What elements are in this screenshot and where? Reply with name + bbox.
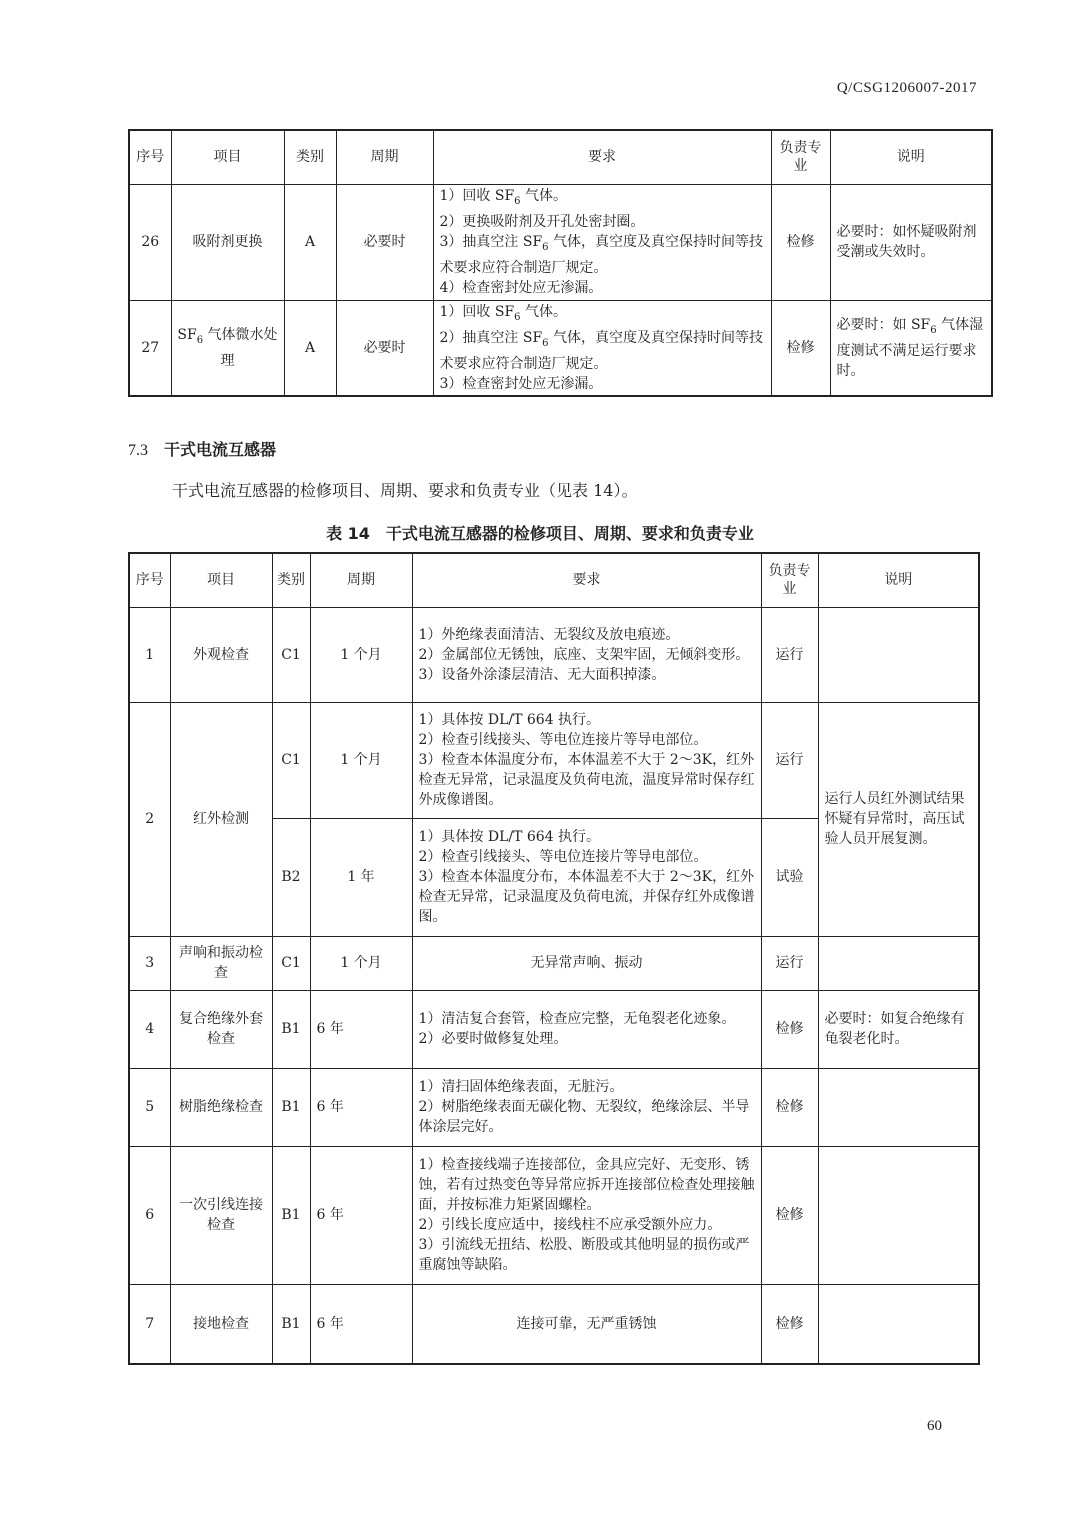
table-row (129, 1146, 979, 1284)
row-note (818, 607, 979, 702)
section-title: 干式电流互感器 (164, 440, 277, 459)
header-item: 项目 (170, 553, 272, 607)
row-item: 复合绝缘外套检查 (170, 990, 272, 1068)
document-id: Q/CSG1206007-2017 (836, 80, 977, 96)
row-no: 2 (129, 702, 170, 936)
row-no: 6 (129, 1146, 170, 1284)
row-cycle: 6 年 (310, 1146, 412, 1284)
header-item: 项目 (171, 130, 284, 184)
row-responsible: 运行 (761, 702, 818, 818)
requirement-line: 1）清洁复合套管，检查应完整，无龟裂老化迹象。 (418, 1011, 736, 1027)
row-note: 必要时：如复合绝缘有龟裂老化时。 (818, 990, 979, 1068)
row-requirement (412, 990, 761, 1068)
row-responsible: 检修 (761, 1146, 818, 1284)
row-note (818, 1146, 979, 1284)
section-number: 7.3 (128, 442, 148, 459)
row-item: 声响和振动检查 (170, 936, 272, 990)
table-row (129, 936, 979, 990)
row-category: B1 (272, 1284, 310, 1364)
header-no: 序号 (129, 130, 171, 184)
row-no: 26 (129, 184, 171, 300)
row-note: 运行人员红外测试结果怀疑有异常时，高压试验人员开展复测。 (818, 702, 979, 936)
requirement-line: 2）金属部位无锈蚀，底座、支架牢固，无倾斜变形。 (418, 646, 750, 663)
row-no: 7 (129, 1284, 170, 1364)
requirement-line: 2）引线长度应适中，接线柱不应承受额外应力。 (418, 1217, 722, 1233)
row-note (818, 1068, 979, 1146)
row-category: B1 (272, 1146, 310, 1284)
row-responsible: 检修 (771, 184, 830, 300)
row-cycle: 1 个月 (310, 607, 412, 702)
table-row (129, 1068, 979, 1146)
row-item: 外观检查 (170, 607, 272, 702)
header-responsible: 负责专业 (771, 130, 830, 184)
intro-paragraph: 干式电流互感器的检修项目、周期、要求和负责专业（见表 14）。 (172, 481, 638, 500)
row-responsible: 检修 (761, 1068, 818, 1146)
requirement-line: 3）检查密封处应无渗漏。 (439, 375, 603, 392)
row-cycle: 6 年 (310, 1068, 412, 1146)
requirement-line: 2）检查引线接头、等电位连接片等导电部位。 (418, 849, 708, 865)
row-no: 3 (129, 936, 170, 990)
row-category: B1 (272, 990, 310, 1068)
row-note: 必要时：如 $SF_6$ 气体湿度测试不满足运行要求时。 (830, 300, 992, 396)
requirement-line: 1）具体按 DL/T 664 执行。 (418, 712, 601, 728)
row-responsible: 试验 (761, 818, 818, 936)
header-cycle: 周期 (310, 553, 412, 607)
header-note: 说明 (830, 130, 992, 184)
table-caption: 表 14 干式电流互感器的检修项目、周期、要求和负责专业 (326, 524, 754, 543)
row-item: $SF_6$ 气体微水处理 (171, 300, 284, 396)
row-note (818, 936, 979, 990)
table-row (129, 300, 992, 396)
row-requirement (433, 184, 771, 300)
table-row (129, 702, 979, 818)
requirement-line: 4）检查密封处应无渗漏。 (439, 279, 603, 296)
table-row (129, 607, 979, 702)
row-requirement: 无异常声响、振动 (412, 936, 761, 990)
requirement-line: 2）更换吸附剂及开孔处密封圈。 (439, 214, 645, 230)
row-category: A (284, 300, 336, 396)
header-requirement: 要求 (433, 130, 771, 184)
table-row (129, 184, 992, 300)
row-item: 红外检测 (170, 702, 272, 936)
requirement-line: 1）回收 $SF_6$ 气体。 (439, 188, 567, 207)
header-note: 说明 (818, 553, 979, 607)
row-category: A (284, 184, 336, 300)
row-item: 树脂绝缘检查 (170, 1068, 272, 1146)
requirement-line: 1）具体按 DL/T 664 执行。 (418, 829, 601, 845)
row-category: C1 (272, 702, 310, 818)
row-responsible: 运行 (761, 607, 818, 702)
row-responsible: 检修 (771, 300, 830, 396)
table-row (129, 1284, 979, 1364)
section-heading (128, 437, 276, 460)
page-number: 60 (927, 1418, 942, 1434)
requirement-line: 3）检查本体温度分布，本体温差不大于 2～3K，红外检查无异常，记录温度及负荷电流，温度异常时保存红外成像谱图。 (418, 752, 755, 808)
requirement-line: 3）抽真空注 $SF_6$ 气体，真空度及真空保持时间等技术要求应符合制造厂规定。 (439, 234, 763, 276)
row-cycle: 必要时 (336, 300, 433, 396)
requirement-line: 3）检查本体温度分布，本体温差不大于 2～3K，红外检查无异常，记录温度及负荷电流，并保存红外成像谱图。 (418, 869, 755, 925)
requirement-line: 2）抽真空注 $SF_6$ 气体，真空度及真空保持时间等技术要求应符合制造厂规定。 (439, 329, 763, 372)
header-responsible: 负责专业 (761, 553, 818, 607)
row-requirement (412, 818, 761, 936)
maintenance-table-13 (128, 129, 993, 397)
requirement-line: 2）树脂绝缘表面无碳化物、无裂纹，绝缘涂层、半导体涂层完好。 (418, 1099, 750, 1135)
row-category: C1 (272, 936, 310, 990)
row-requirement (412, 1068, 761, 1146)
row-requirement (433, 300, 771, 396)
requirement-line: 1）回收 $SF_6$ 气体。 (439, 303, 567, 323)
row-cycle: 1 个月 (310, 936, 412, 990)
row-no: 27 (129, 300, 171, 396)
row-requirement (412, 1146, 761, 1284)
requirement-line: 1）清扫固体绝缘表面，无脏污。 (418, 1079, 624, 1095)
row-cycle: 6 年 (310, 1284, 412, 1364)
header-category: 类别 (272, 553, 310, 607)
row-category: B2 (272, 818, 310, 936)
row-note: 必要时：如怀疑吸附剂受潮或失效时。 (830, 184, 992, 300)
row-no: 1 (129, 607, 170, 702)
requirement-line: 2）检查引线接头、等电位连接片等导电部位。 (418, 732, 708, 748)
row-requirement (412, 607, 761, 702)
requirement-line: 1）外绝缘表面清洁、无裂纹及放电痕迹。 (418, 626, 680, 643)
requirement-line: 3）引流线无扭结、松股、断股或其他明显的损伤或严重腐蚀等缺陷。 (418, 1237, 750, 1273)
row-responsible: 运行 (761, 936, 818, 990)
row-requirement: 连接可靠，无严重锈蚀 (412, 1284, 761, 1364)
row-item: 接地检查 (170, 1284, 272, 1364)
header-requirement: 要求 (412, 553, 761, 607)
row-item: 吸附剂更换 (171, 184, 284, 300)
row-requirement (412, 702, 761, 818)
row-cycle: 6 年 (310, 990, 412, 1068)
row-no: 5 (129, 1068, 170, 1146)
row-category: B1 (272, 1068, 310, 1146)
row-item: 一次引线连接检查 (170, 1146, 272, 1284)
row-cycle: 必要时 (336, 184, 433, 300)
maintenance-table-14 (128, 552, 980, 1365)
row-category: C1 (272, 607, 310, 702)
row-responsible: 检修 (761, 1284, 818, 1364)
row-responsible: 检修 (761, 990, 818, 1068)
row-no: 4 (129, 990, 170, 1068)
table-row (129, 990, 979, 1068)
requirement-line: 2）必要时做修复处理。 (418, 1031, 568, 1047)
row-cycle: 1 年 (310, 818, 412, 936)
row-cycle: 1 个月 (310, 702, 412, 818)
header-no: 序号 (129, 553, 170, 607)
row-note (818, 1284, 979, 1364)
header-category: 类别 (284, 130, 336, 184)
requirement-line: 1）检查接线端子连接部位，金具应完好、无变形、锈蚀，若有过热变色等异常应拆开连接部位检查处理接触面，并按标准力矩紧固螺栓。 (418, 1157, 755, 1213)
header-cycle: 周期 (336, 130, 433, 184)
requirement-line: 3）设备外涂漆层清洁、无大面积掉漆。 (418, 666, 666, 683)
